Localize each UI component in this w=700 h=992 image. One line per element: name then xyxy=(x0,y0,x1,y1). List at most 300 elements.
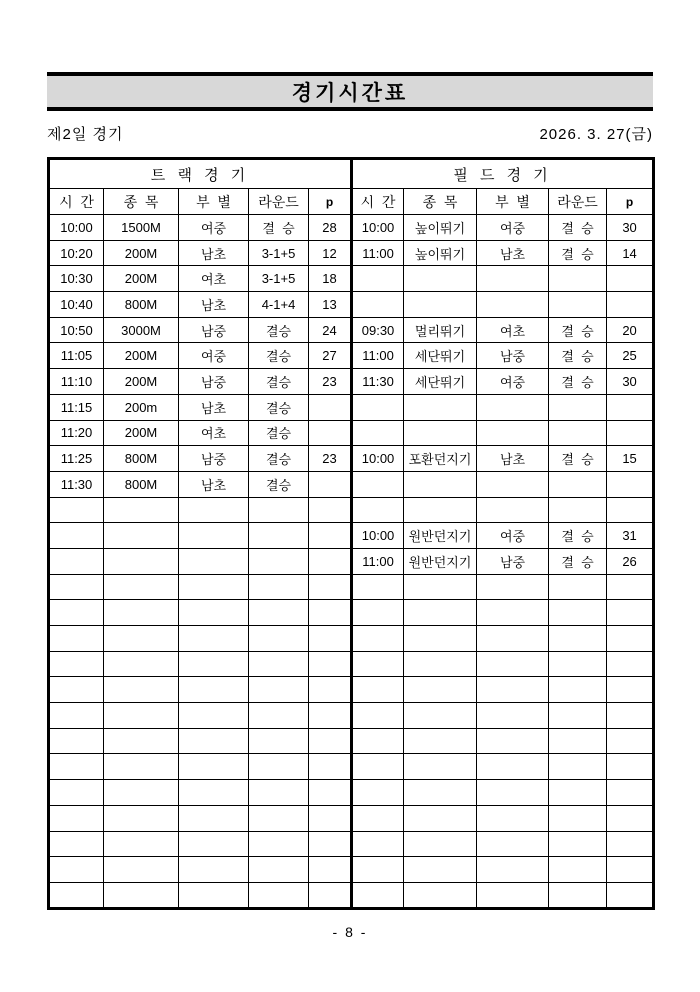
track-division-cell: 여초 xyxy=(179,266,249,292)
field-division-cell xyxy=(477,857,549,883)
track-division-cell xyxy=(179,548,249,574)
field-round-cell: 결 승 xyxy=(549,369,607,395)
track-time-cell xyxy=(49,497,104,523)
group-header-field: 필 드 경 기 xyxy=(352,159,654,189)
field-page-cell xyxy=(607,497,654,523)
field-page-cell xyxy=(607,420,654,446)
table-row xyxy=(49,677,654,703)
table-row xyxy=(49,805,654,831)
field-round-cell xyxy=(549,600,607,626)
table-row xyxy=(49,703,654,729)
field-division-cell xyxy=(477,831,549,857)
field-time-cell xyxy=(352,805,404,831)
table-row xyxy=(49,343,654,369)
track-event-cell xyxy=(104,882,179,908)
page-footer xyxy=(47,924,653,940)
field-round-cell xyxy=(549,292,607,318)
field-division-cell: 남중 xyxy=(477,343,549,369)
field-col-header-page: p xyxy=(607,189,654,215)
field-time-cell xyxy=(352,857,404,883)
track-event-cell xyxy=(104,780,179,806)
field-page-cell: 25 xyxy=(607,343,654,369)
track-round-cell xyxy=(249,805,309,831)
track-event-cell: 1500M xyxy=(104,215,179,241)
track-page-cell xyxy=(309,754,352,780)
field-time-cell xyxy=(352,420,404,446)
track-page-cell xyxy=(309,523,352,549)
track-page-cell xyxy=(309,626,352,652)
field-page-cell xyxy=(607,266,654,292)
track-division-cell: 여중 xyxy=(179,343,249,369)
field-time-cell xyxy=(352,600,404,626)
track-time-cell: 11:25 xyxy=(49,446,104,472)
field-round-cell: 결 승 xyxy=(549,523,607,549)
field-division-cell xyxy=(477,266,549,292)
field-division-cell xyxy=(477,805,549,831)
track-round-cell: 4-1+4 xyxy=(249,292,309,318)
track-division-cell xyxy=(179,831,249,857)
field-division-cell: 남초 xyxy=(477,446,549,472)
field-round-cell: 결 승 xyxy=(549,317,607,343)
track-round-cell xyxy=(249,882,309,908)
field-time-cell: 11:00 xyxy=(352,240,404,266)
table-row xyxy=(49,394,654,420)
field-page-cell: 30 xyxy=(607,215,654,241)
track-page-cell xyxy=(309,574,352,600)
field-division-cell xyxy=(477,471,549,497)
field-round-cell xyxy=(549,754,607,780)
track-round-cell xyxy=(249,857,309,883)
track-round-cell: 결승 xyxy=(249,420,309,446)
track-page-cell xyxy=(309,703,352,729)
table-row xyxy=(49,523,654,549)
track-event-cell: 200m xyxy=(104,394,179,420)
track-page-cell: 27 xyxy=(309,343,352,369)
track-round-cell xyxy=(249,780,309,806)
track-round-cell: 결승 xyxy=(249,394,309,420)
track-round-cell: 결승 xyxy=(249,471,309,497)
field-event-cell xyxy=(404,292,477,318)
track-col-header-page: p xyxy=(309,189,352,215)
track-division-cell xyxy=(179,677,249,703)
track-round-cell xyxy=(249,703,309,729)
table-row xyxy=(49,446,654,472)
field-event-cell xyxy=(404,497,477,523)
track-event-cell xyxy=(104,728,179,754)
field-time-cell xyxy=(352,626,404,652)
field-round-cell xyxy=(549,677,607,703)
field-col-header-division: 부 별 xyxy=(477,189,549,215)
field-event-cell xyxy=(404,420,477,446)
field-time-cell: 11:30 xyxy=(352,369,404,395)
field-page-cell: 26 xyxy=(607,548,654,574)
field-event-cell xyxy=(404,394,477,420)
track-division-cell xyxy=(179,523,249,549)
field-round-cell xyxy=(549,626,607,652)
track-event-cell xyxy=(104,523,179,549)
field-event-cell xyxy=(404,831,477,857)
field-event-cell xyxy=(404,754,477,780)
table-row xyxy=(49,420,654,446)
track-event-cell xyxy=(104,626,179,652)
track-division-cell: 남초 xyxy=(179,240,249,266)
track-time-cell: 10:30 xyxy=(49,266,104,292)
field-event-cell xyxy=(404,882,477,908)
field-col-header-time: 시 간 xyxy=(352,189,404,215)
table-row xyxy=(49,240,654,266)
track-time-cell: 11:10 xyxy=(49,369,104,395)
track-col-header-division: 부 별 xyxy=(179,189,249,215)
field-event-cell xyxy=(404,574,477,600)
field-division-cell: 여중 xyxy=(477,523,549,549)
field-division-cell xyxy=(477,600,549,626)
field-division-cell xyxy=(477,574,549,600)
table-row xyxy=(49,882,654,908)
track-round-cell xyxy=(249,600,309,626)
field-division-cell: 여중 xyxy=(477,369,549,395)
field-division-cell: 남중 xyxy=(477,548,549,574)
track-page-cell xyxy=(309,497,352,523)
table-row xyxy=(49,780,654,806)
field-round-cell: 결 승 xyxy=(549,343,607,369)
track-time-cell: 10:50 xyxy=(49,317,104,343)
field-page-cell: 31 xyxy=(607,523,654,549)
table-row xyxy=(49,857,654,883)
field-time-cell: 09:30 xyxy=(352,317,404,343)
field-event-cell: 포환던지기 xyxy=(404,446,477,472)
track-division-cell xyxy=(179,703,249,729)
field-page-cell xyxy=(607,831,654,857)
field-round-cell xyxy=(549,497,607,523)
track-time-cell: 10:40 xyxy=(49,292,104,318)
track-round-cell: 3-1+5 xyxy=(249,240,309,266)
track-time-cell xyxy=(49,626,104,652)
track-event-cell: 800M xyxy=(104,292,179,318)
table-row xyxy=(49,497,654,523)
field-event-cell xyxy=(404,703,477,729)
track-time-cell xyxy=(49,857,104,883)
table-row xyxy=(49,754,654,780)
track-round-cell xyxy=(249,754,309,780)
field-time-cell: 11:00 xyxy=(352,548,404,574)
track-event-cell xyxy=(104,548,179,574)
track-event-cell: 3000M xyxy=(104,317,179,343)
field-time-cell xyxy=(352,574,404,600)
field-page-cell xyxy=(607,882,654,908)
field-col-header-round: 라운드 xyxy=(549,189,607,215)
page-number: - 8 - xyxy=(332,923,368,940)
track-event-cell xyxy=(104,805,179,831)
day-label: 제2일 경기 xyxy=(47,125,124,143)
table-row xyxy=(49,369,654,395)
table-row xyxy=(49,600,654,626)
field-col-header-event: 종 목 xyxy=(404,189,477,215)
track-division-cell: 남중 xyxy=(179,446,249,472)
track-time-cell xyxy=(49,882,104,908)
field-page-cell xyxy=(607,574,654,600)
document-title-bar xyxy=(47,72,653,111)
field-event-cell: 원반던지기 xyxy=(404,548,477,574)
track-time-cell xyxy=(49,728,104,754)
track-page-cell xyxy=(309,420,352,446)
track-time-cell: 11:15 xyxy=(49,394,104,420)
track-page-cell: 13 xyxy=(309,292,352,318)
field-page-cell xyxy=(607,780,654,806)
field-division-cell: 여중 xyxy=(477,215,549,241)
field-time-cell xyxy=(352,754,404,780)
field-page-cell xyxy=(607,805,654,831)
field-round-cell xyxy=(549,857,607,883)
field-division-cell: 여초 xyxy=(477,317,549,343)
track-time-cell xyxy=(49,780,104,806)
field-page-cell xyxy=(607,626,654,652)
track-col-header-event: 종 목 xyxy=(104,189,179,215)
track-page-cell xyxy=(309,651,352,677)
track-page-cell: 24 xyxy=(309,317,352,343)
track-page-cell: 12 xyxy=(309,240,352,266)
field-page-cell: 15 xyxy=(607,446,654,472)
table-row xyxy=(49,574,654,600)
track-page-cell: 23 xyxy=(309,446,352,472)
track-event-cell xyxy=(104,677,179,703)
table-row xyxy=(49,292,654,318)
track-round-cell xyxy=(249,677,309,703)
track-event-cell: 200M xyxy=(104,240,179,266)
track-round-cell: 3-1+5 xyxy=(249,266,309,292)
track-event-cell: 200M xyxy=(104,343,179,369)
track-division-cell: 남초 xyxy=(179,394,249,420)
track-division-cell xyxy=(179,882,249,908)
field-round-cell xyxy=(549,728,607,754)
table-row xyxy=(49,317,654,343)
field-page-cell: 30 xyxy=(607,369,654,395)
track-division-cell xyxy=(179,497,249,523)
table-row xyxy=(49,548,654,574)
field-page-cell xyxy=(607,728,654,754)
track-division-cell: 여중 xyxy=(179,215,249,241)
field-event-cell xyxy=(404,471,477,497)
field-page-cell xyxy=(607,600,654,626)
track-page-cell xyxy=(309,831,352,857)
field-round-cell xyxy=(549,805,607,831)
field-time-cell: 10:00 xyxy=(352,446,404,472)
track-division-cell xyxy=(179,805,249,831)
field-event-cell: 세단뛰기 xyxy=(404,343,477,369)
track-event-cell xyxy=(104,600,179,626)
field-round-cell: 결 승 xyxy=(549,548,607,574)
field-division-cell xyxy=(477,780,549,806)
field-event-cell: 원반던지기 xyxy=(404,523,477,549)
table-row xyxy=(49,626,654,652)
table-row xyxy=(49,266,654,292)
field-time-cell xyxy=(352,780,404,806)
track-division-cell: 여초 xyxy=(179,420,249,446)
track-page-cell xyxy=(309,857,352,883)
track-time-cell: 10:20 xyxy=(49,240,104,266)
field-division-cell xyxy=(477,394,549,420)
track-round-cell xyxy=(249,574,309,600)
field-round-cell xyxy=(549,703,607,729)
track-event-cell xyxy=(104,703,179,729)
track-event-cell xyxy=(104,857,179,883)
field-page-cell xyxy=(607,703,654,729)
track-division-cell xyxy=(179,728,249,754)
field-division-cell xyxy=(477,651,549,677)
track-event-cell: 200M xyxy=(104,420,179,446)
field-round-cell xyxy=(549,780,607,806)
field-time-cell: 10:00 xyxy=(352,215,404,241)
field-time-cell xyxy=(352,394,404,420)
track-col-header-time: 시 간 xyxy=(49,189,104,215)
track-time-cell: 10:00 xyxy=(49,215,104,241)
field-page-cell xyxy=(607,677,654,703)
field-time-cell xyxy=(352,882,404,908)
track-event-cell xyxy=(104,831,179,857)
field-time-cell xyxy=(352,677,404,703)
track-event-cell xyxy=(104,651,179,677)
document-page xyxy=(47,0,653,940)
field-division-cell xyxy=(477,677,549,703)
field-round-cell xyxy=(549,471,607,497)
field-round-cell xyxy=(549,394,607,420)
track-division-cell xyxy=(179,780,249,806)
field-time-cell: 10:00 xyxy=(352,523,404,549)
field-time-cell xyxy=(352,831,404,857)
field-division-cell: 남초 xyxy=(477,240,549,266)
track-event-cell: 200M xyxy=(104,266,179,292)
field-time-cell xyxy=(352,266,404,292)
track-division-cell: 남중 xyxy=(179,369,249,395)
track-time-cell xyxy=(49,831,104,857)
track-round-cell: 결 승 xyxy=(249,215,309,241)
field-time-cell: 11:00 xyxy=(352,343,404,369)
field-division-cell xyxy=(477,626,549,652)
track-time-cell xyxy=(49,677,104,703)
field-round-cell: 결 승 xyxy=(549,215,607,241)
field-page-cell: 14 xyxy=(607,240,654,266)
field-round-cell xyxy=(549,574,607,600)
track-event-cell: 200M xyxy=(104,369,179,395)
track-division-cell: 남초 xyxy=(179,292,249,318)
table-row xyxy=(49,651,654,677)
track-division-cell xyxy=(179,600,249,626)
field-event-cell: 세단뛰기 xyxy=(404,369,477,395)
track-division-cell xyxy=(179,857,249,883)
field-page-cell: 20 xyxy=(607,317,654,343)
track-division-cell xyxy=(179,651,249,677)
group-header-track: 트 랙 경 기 xyxy=(49,159,352,189)
field-time-cell xyxy=(352,497,404,523)
date-label: 2026. 3. 27(금) xyxy=(539,125,653,143)
track-page-cell xyxy=(309,780,352,806)
field-round-cell: 결 승 xyxy=(549,446,607,472)
track-division-cell xyxy=(179,574,249,600)
track-page-cell: 23 xyxy=(309,369,352,395)
field-page-cell xyxy=(607,651,654,677)
track-page-cell xyxy=(309,471,352,497)
field-division-cell xyxy=(477,754,549,780)
track-time-cell xyxy=(49,523,104,549)
track-page-cell xyxy=(309,677,352,703)
track-page-cell: 28 xyxy=(309,215,352,241)
field-page-cell xyxy=(607,471,654,497)
field-round-cell xyxy=(549,651,607,677)
track-round-cell xyxy=(249,523,309,549)
field-time-cell xyxy=(352,471,404,497)
field-round-cell xyxy=(549,420,607,446)
field-division-cell xyxy=(477,882,549,908)
field-round-cell xyxy=(549,266,607,292)
track-round-cell xyxy=(249,548,309,574)
track-event-cell xyxy=(104,754,179,780)
field-division-cell xyxy=(477,420,549,446)
column-header-row xyxy=(49,189,654,215)
track-event-cell: 800M xyxy=(104,446,179,472)
track-round-cell xyxy=(249,728,309,754)
track-round-cell: 결승 xyxy=(249,343,309,369)
field-page-cell xyxy=(607,857,654,883)
track-time-cell: 11:30 xyxy=(49,471,104,497)
track-page-cell xyxy=(309,394,352,420)
field-round-cell xyxy=(549,882,607,908)
field-event-cell xyxy=(404,780,477,806)
track-time-cell xyxy=(49,548,104,574)
subheader-row xyxy=(47,122,653,144)
track-time-cell xyxy=(49,805,104,831)
track-time-cell: 11:20 xyxy=(49,420,104,446)
track-round-cell: 결승 xyxy=(249,369,309,395)
track-col-header-round: 라운드 xyxy=(249,189,309,215)
track-time-cell xyxy=(49,703,104,729)
track-time-cell xyxy=(49,651,104,677)
track-time-cell xyxy=(49,754,104,780)
track-round-cell xyxy=(249,651,309,677)
field-event-cell xyxy=(404,266,477,292)
track-round-cell xyxy=(249,626,309,652)
track-round-cell: 결승 xyxy=(249,317,309,343)
track-event-cell xyxy=(104,497,179,523)
table-row xyxy=(49,471,654,497)
field-event-cell xyxy=(404,651,477,677)
field-division-cell xyxy=(477,292,549,318)
track-time-cell: 11:05 xyxy=(49,343,104,369)
field-event-cell xyxy=(404,805,477,831)
table-row xyxy=(49,215,654,241)
track-division-cell: 남초 xyxy=(179,471,249,497)
field-event-cell xyxy=(404,857,477,883)
field-event-cell: 높이뛰기 xyxy=(404,215,477,241)
page-title: 경기시간표 xyxy=(291,81,409,105)
field-division-cell xyxy=(477,728,549,754)
field-event-cell xyxy=(404,626,477,652)
track-page-cell xyxy=(309,548,352,574)
field-time-cell xyxy=(352,292,404,318)
track-division-cell xyxy=(179,626,249,652)
field-round-cell: 결 승 xyxy=(549,240,607,266)
field-event-cell xyxy=(404,677,477,703)
field-round-cell xyxy=(549,831,607,857)
track-event-cell xyxy=(104,574,179,600)
track-time-cell xyxy=(49,600,104,626)
field-division-cell xyxy=(477,497,549,523)
field-event-cell xyxy=(404,600,477,626)
track-page-cell xyxy=(309,882,352,908)
field-event-cell: 멀리뛰기 xyxy=(404,317,477,343)
field-time-cell xyxy=(352,728,404,754)
track-round-cell: 결승 xyxy=(249,446,309,472)
timetable-body xyxy=(49,215,654,909)
timetable xyxy=(47,157,655,910)
